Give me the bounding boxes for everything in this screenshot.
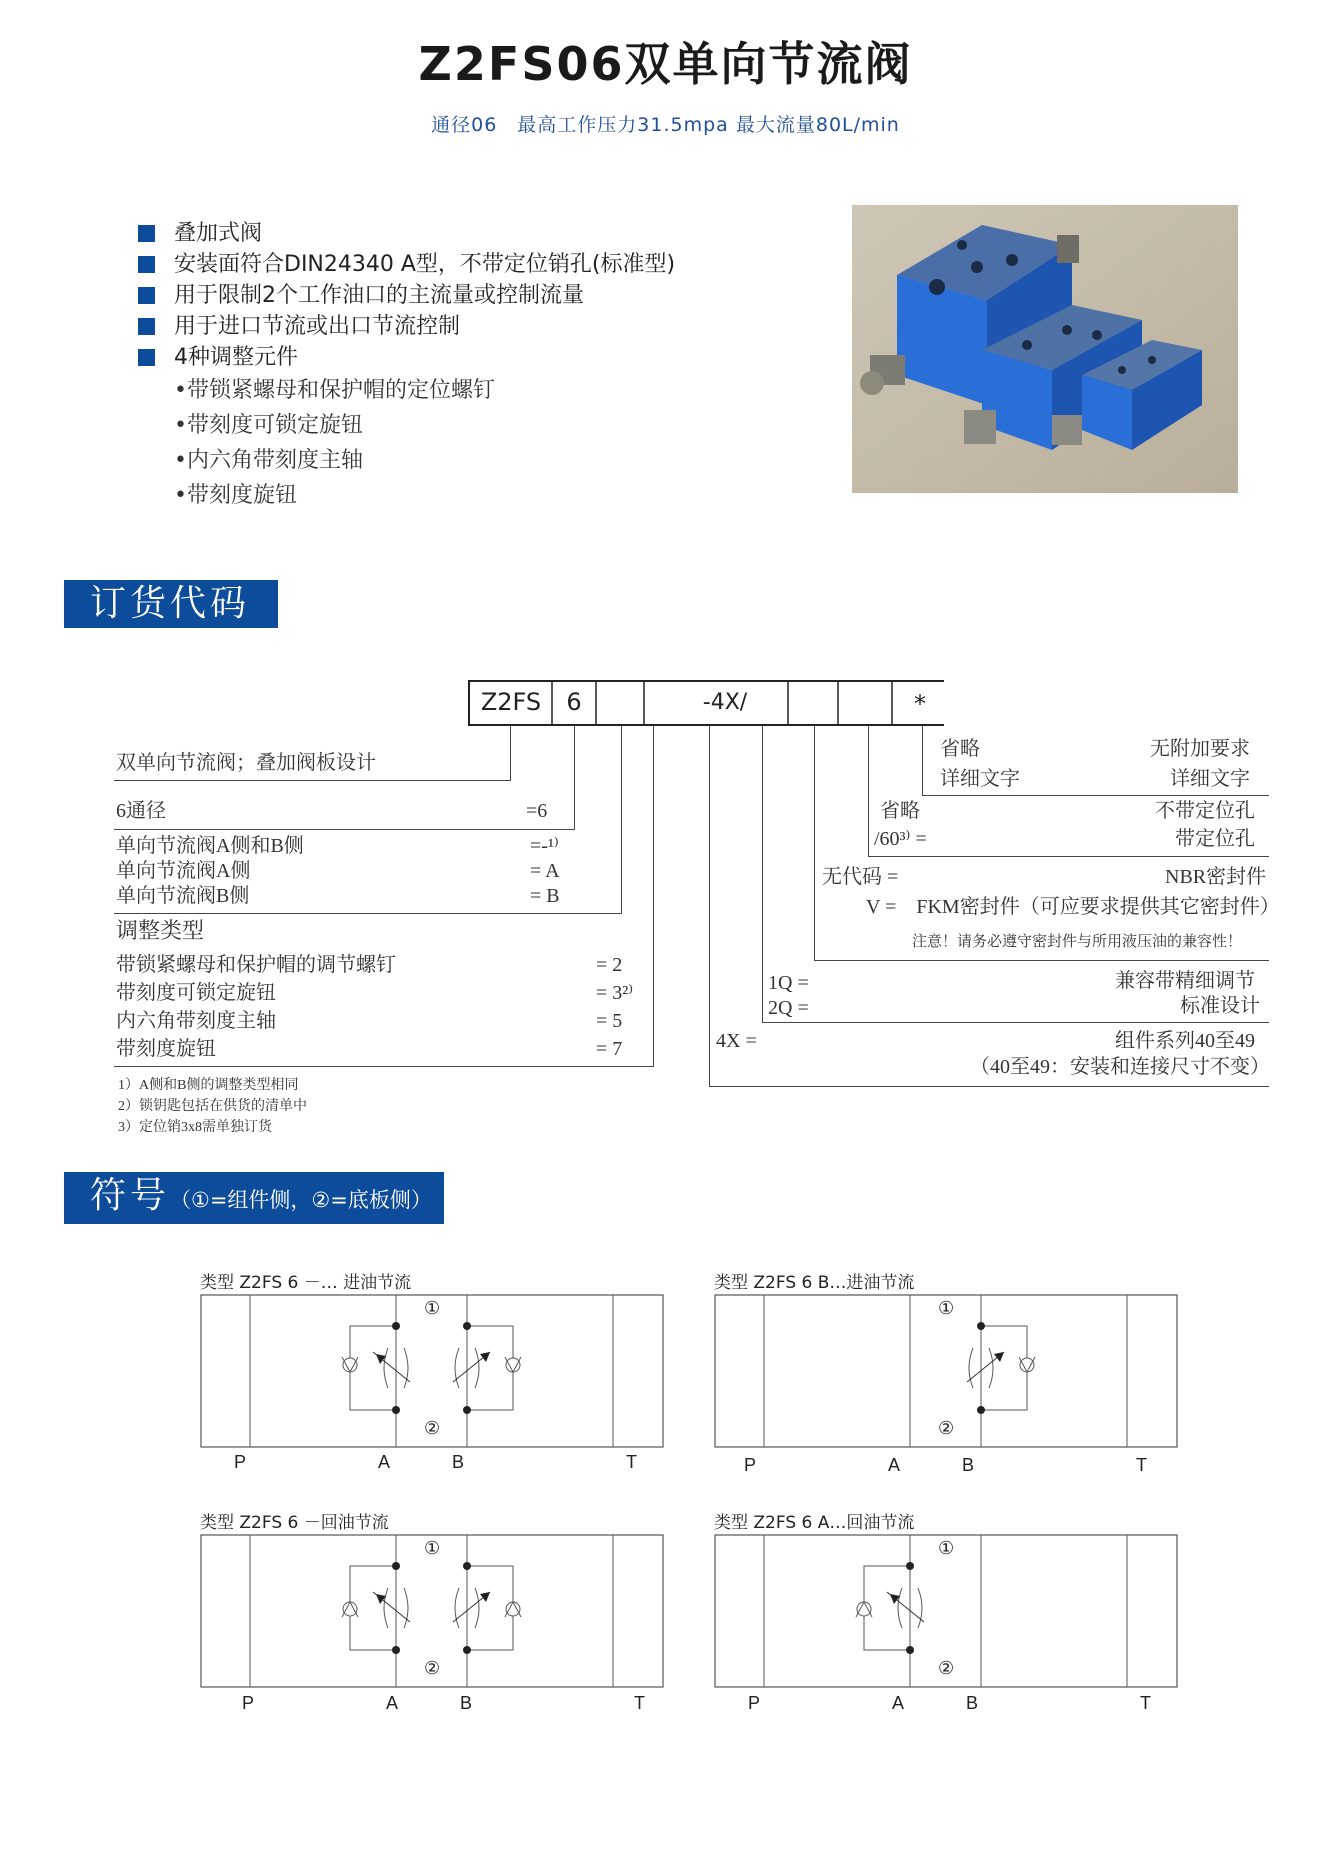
order-pin-with: 带定位孔	[1175, 828, 1255, 850]
order-desc-size: 6通径	[116, 800, 166, 822]
diagram-1-port-a: A	[378, 1452, 391, 1472]
order-opt-detail-desc: 详细文字	[1170, 768, 1250, 790]
order-adj-2q: 2Q =	[768, 997, 809, 1019]
code-box-extra: *	[914, 690, 926, 718]
diagram-1-port-b: B	[452, 1452, 465, 1472]
order-seal-fkm: V = FKM密封件（可应要求提供其它密封件）	[866, 896, 1280, 918]
diagram-2-port-a: A	[888, 1455, 901, 1475]
diagram-2-port-b: B	[962, 1455, 975, 1475]
order-code-adjust-3: = 3²⁾	[596, 982, 634, 1004]
diagram-1-marker-2: ②	[424, 1418, 441, 1439]
diagram-2-port-p: P	[744, 1455, 757, 1475]
diagram-3-port-b: B	[460, 1693, 473, 1713]
square-bullet-icon	[138, 349, 155, 366]
order-code-adjust-5: = 5	[596, 1010, 623, 1032]
order-desc-type: 双单向节流阀；叠加阀板设计	[116, 752, 376, 774]
order-adj-1q: 1Q =	[768, 972, 809, 994]
diagram-4-port-p: P	[748, 1693, 761, 1713]
feature-list	[138, 218, 675, 513]
code-box-size: 6	[566, 688, 582, 716]
diagram-title-1: 类型 Z2FS 6 －… 进油节流	[200, 1273, 412, 1293]
diagram-1-marker-1: ①	[424, 1298, 441, 1319]
square-bullet-icon	[138, 256, 155, 273]
order-code-size: =6	[526, 800, 548, 822]
product-photo	[852, 205, 1238, 493]
feature-item: 用于进口节流或出口节流控制	[138, 311, 675, 342]
footnote-1: 1）A侧和B侧的调整类型相同	[118, 1078, 299, 1093]
order-desc-adjust-2: 带锁紧螺母和保护帽的调节螺钉	[116, 954, 396, 976]
feature-item: 叠加式阀	[138, 218, 675, 249]
diagram-1-port-p: P	[234, 1452, 247, 1472]
symbol-heading: 符号（①=组件侧，②=底板侧）	[64, 1172, 444, 1224]
diagram-4-port-b: B	[966, 1693, 979, 1713]
diagram-4-port-a: A	[892, 1693, 905, 1713]
order-code-b: = B	[530, 885, 560, 907]
order-desc-ab: 单向节流阀A侧和B侧	[116, 835, 304, 857]
square-bullet-icon	[138, 287, 155, 304]
footnote-2: 2）锁钥匙包括在供货的清单中	[118, 1099, 307, 1114]
order-desc-adjust-5: 内六角带刻度主轴	[116, 1010, 276, 1032]
code-box-series-number: -4X/	[702, 690, 748, 715]
order-series-code: 4X =	[716, 1030, 757, 1052]
order-desc-adjust-3: 带刻度可锁定旋钮	[116, 982, 276, 1004]
order-desc-b: 单向节流阀B侧	[116, 885, 250, 907]
diagram-3-port-t: T	[634, 1693, 645, 1713]
order-seal-nbr: NBR密封件	[1165, 866, 1267, 888]
feature-subitem: •内六角带刻度主轴	[174, 448, 363, 473]
feature-item: 用于限制2个工作油口的主流量或控制流量	[138, 280, 675, 311]
diagram-3-marker-2: ②	[424, 1658, 441, 1679]
diagram-title-3: 类型 Z2FS 6 －回油节流	[200, 1513, 389, 1533]
order-adj-2q-desc: 标准设计	[1180, 995, 1260, 1017]
order-pin-code: /60³⁾ =	[874, 828, 927, 850]
feature-item: 4种调整元件	[138, 342, 675, 373]
feature-subitem: •带刻度旋钮	[174, 483, 297, 508]
order-desc-a: 单向节流阀A侧	[116, 860, 251, 882]
feature-item: 安装面符合DIN24340 A型，不带定位销孔(标准型)	[138, 249, 675, 280]
diagram-4-marker-2: ②	[938, 1658, 955, 1679]
order-code-adjust-2: = 2	[596, 954, 623, 976]
diagram-2-marker-2: ②	[938, 1418, 955, 1439]
order-opt-omit: 省略	[940, 738, 980, 760]
feature-subitem: •带锁紧螺母和保护帽的定位螺钉	[174, 378, 495, 403]
diagram-4-marker-1: ①	[938, 1538, 955, 1559]
diagram-3-port-p: P	[242, 1693, 255, 1713]
diagram-2-marker-1: ①	[938, 1298, 955, 1319]
order-code-adjust-7: = 7	[596, 1038, 623, 1060]
diagram-1-port-t: T	[626, 1452, 637, 1472]
order-code-ab: =-¹⁾	[530, 835, 559, 857]
order-desc-adjust-7: 带刻度旋钮	[116, 1038, 216, 1060]
order-seal-code: 无代码 =	[822, 866, 899, 888]
diagram-title-2: 类型 Z2FS 6 B…进油节流	[714, 1273, 915, 1293]
footnote-3: 3）定位销3x8需单独订货	[118, 1120, 272, 1135]
order-pin-none: 不带定位孔	[1155, 800, 1255, 822]
order-desc-adjust: 调整类型	[116, 918, 205, 943]
order-adj-1q-desc: 兼容带精细调节	[1115, 970, 1255, 992]
diagram-3-port-a: A	[386, 1693, 399, 1713]
order-code-heading: 订货代码	[64, 580, 278, 628]
diagram-4-port-t: T	[1140, 1693, 1151, 1713]
order-seal-note: 注意！请务必遵守密封件与所用液压油的兼容性！	[912, 934, 1243, 950]
order-series-desc: 组件系列40至49	[1115, 1030, 1255, 1052]
code-box-series: Z2FS	[480, 688, 542, 716]
valve-illustration	[852, 205, 1238, 493]
diagram-3-marker-1: ①	[424, 1538, 441, 1559]
page-title: Z2FS06双单向节流阀	[418, 37, 913, 91]
order-pin-omit: 省略	[880, 800, 920, 822]
diagram-2-port-t: T	[1136, 1455, 1147, 1475]
order-code-a: = A	[530, 860, 560, 882]
order-opt-detail: 详细文字	[940, 768, 1020, 790]
order-series-note: （40至49：安装和连接尺寸不变）	[970, 1056, 1270, 1078]
feature-subitem: •带刻度可锁定旋钮	[174, 413, 363, 438]
diagram-title-4: 类型 Z2FS 6 A…回油节流	[714, 1513, 915, 1533]
page-subtitle: 通径06 最高工作压力31.5mpa 最大流量80L/min	[431, 114, 900, 136]
square-bullet-icon	[138, 225, 155, 242]
square-bullet-icon	[138, 318, 155, 335]
order-opt-none: 无附加要求	[1150, 738, 1250, 760]
